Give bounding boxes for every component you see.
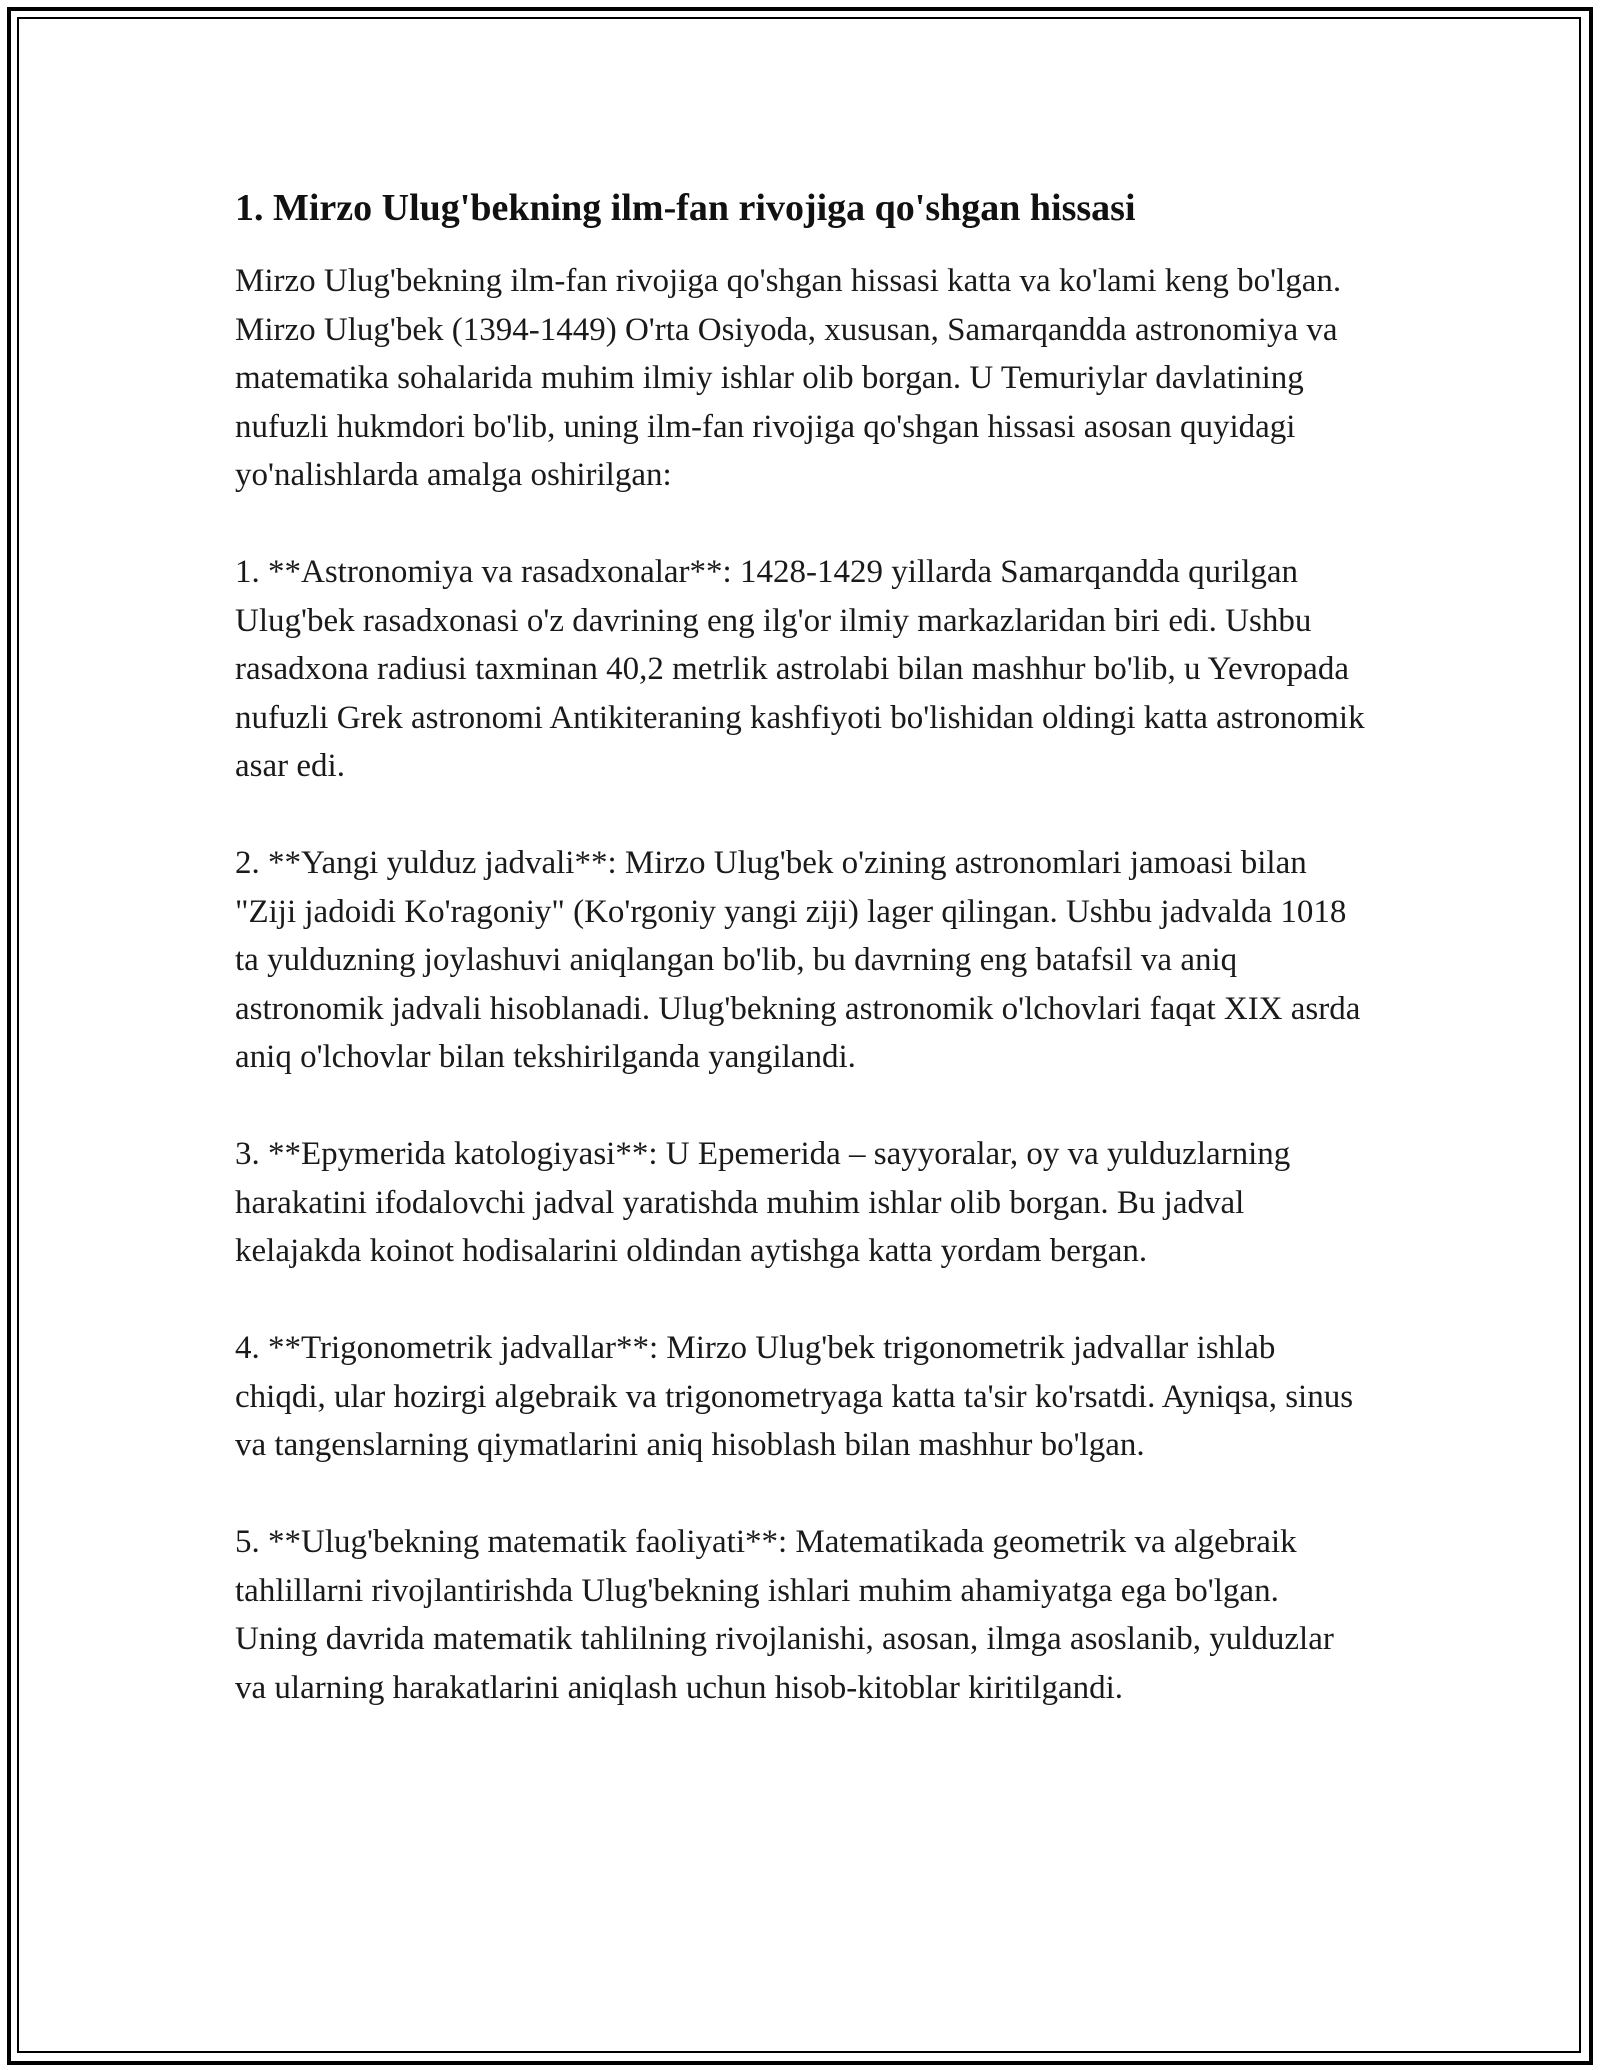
list-item-ephemeris: 3. **Epymerida katologiyasi**: U Epemerida – sayyoralar, oy va yulduzlarning harakatini ifodalovchi jadval yaratishda muhim ishlar olib borgan. Bu jadval kelajakda koinot hodisalarini oldindan aytishga katta yordam bergan. xyxy=(235,1136,1291,1269)
list-item-astronomy: 1. **Astronomiya va rasadxonalar**: 1428-1429 yillarda Samarqandda qurilgan Ulug'bek rasadxonasi o'z davrining eng ilg'or ilmiy markazlaridan biri edi. Ushbu rasadxona radiusi taxminan 40,2 metrlik astrolabi bilan mashhur bo'lib, u Yevropada nufuzli Grek astronomi Antikiteraning kashfiyoti bo'lishidan oldingi katta astronomik asar edi. xyxy=(235,554,1365,784)
list-item-mathematics: 5. **Ulug'bekning matematik faoliyati**: Matematikada geometrik va algebraik tahlillarni rivojlantirishda Ulug'bekning ishlari muhim ahamiyatga ega bo'lgan. Uning davrida matematik tahlilning rivojlanishi, asosan, ilmga asoslanib, yulduzlar va ularning harakatlarini aniqlash uchun hisob-kitoblar kiritilgandi. xyxy=(235,1524,1334,1706)
list-item-trigonometry: 4. **Trigonometrik jadvallar**: Mirzo Ulug'bek trigonometrik jadvallar ishlab chiqdi, ular hozirgi algebraik va trigonometryaga katta ta'sir ko'rsatdi. Ayniqsa, sinus va tangenslarning qiymatlarini aniq hisoblash bilan mashhur bo'lgan. xyxy=(235,1330,1354,1463)
intro-paragraph: Mirzo Ulug'bekning ilm-fan rivojiga qo'shgan hissasi katta va ko'lami keng bo'lgan. Mirzo Ulug'bek (1394-1449) O'rta Osiyoda, xususan, Samarqandda astronomiya va matematika sohalarida muhim ilmiy ishlar olib borgan. U Temuriylar davlatining nufuzli hukmdori bo'lib, uning ilm-fan rivojiga qo'shgan hissasi asosan quyidagi yo'nalishlarda amalga oshirilgan: xyxy=(235,263,1342,493)
document-body xyxy=(235,185,1365,1761)
list-item-star-catalog: 2. **Yangi yulduz jadvali**: Mirzo Ulug'bek o'zining astronomlari jamoasi bilan "Ziji jadoidi Ko'ragoniy" (Ko'rgoniy yangi ziji) lager qilingan. Ushbu jadvalda 1018 ta yulduzning joylashuvi aniqlangan bo'lib, bu davrning eng batafsil va aniq astronomik jadvali hisoblanadi. Ulug'bekning astronomik o'lchovlari faqat XIX asrda aniq o'lchovlar bilan tekshirilganda yangilandi. xyxy=(235,845,1361,1075)
document-title: 1. Mirzo Ulug'bekning ilm-fan rivojiga qo'shgan hissasi xyxy=(235,187,1136,229)
